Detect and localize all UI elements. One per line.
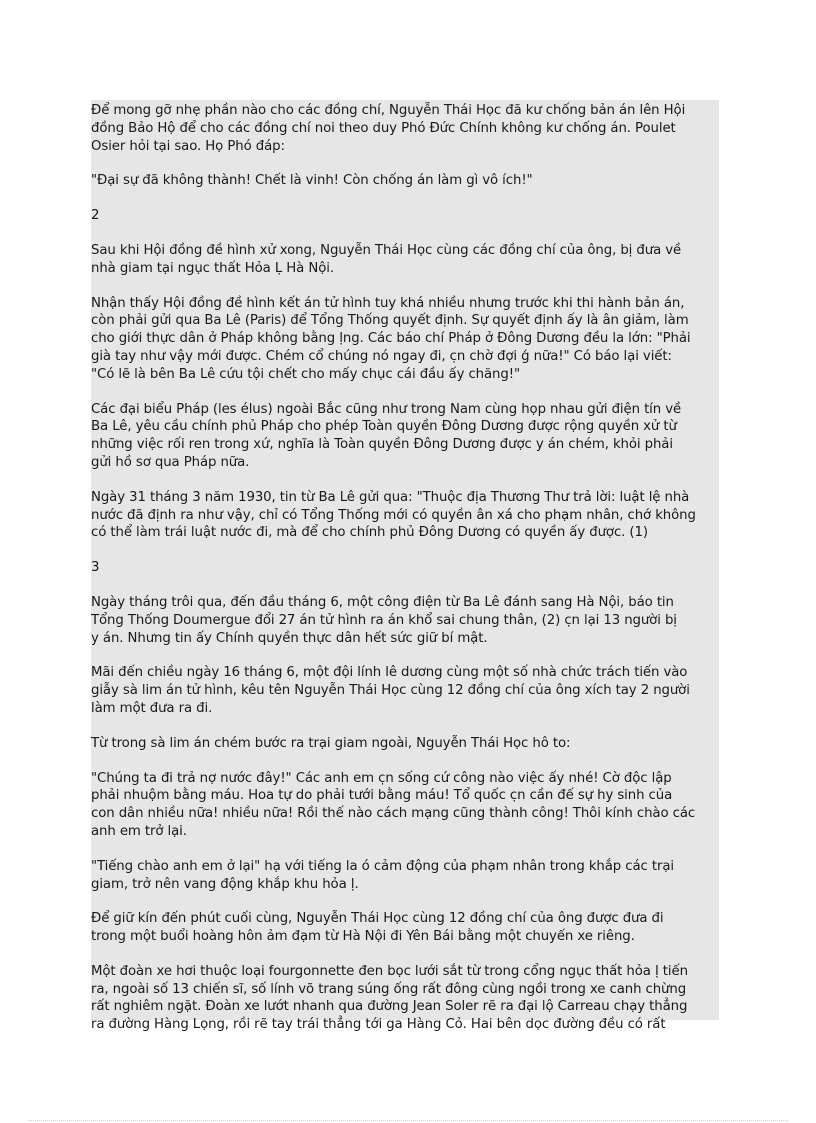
- page-bottom-rule: [28, 1120, 788, 1121]
- paragraph-12: Để giữ kín đến phút cuối cùng, Nguyễn Thái Học cùng 12 đồng chí của ông được đưa đi trong một buổi hoàng hôn ảm đạm từ Hà Nội đi Yên Bái bằng một chuyến xe riêng.: [91, 911, 664, 945]
- paragraph-7: Ngày tháng trôi qua, đến đầu tháng 6, một công điện từ Ba Lê đánh sang Hà Nội, báo tin Tổng Thống Doumergue đổi 27 án tử hình ra án khổ sai chung thân, (2) c̣n lại 13 người bị y án. Nhưng tin ấy Chính quyền thực dân hết sức giữ bí mật.: [91, 594, 677, 646]
- paragraph-10: "Chúng ta đi trả nợ nước đây!" Các anh em c̣n sống cứ công nào việc ấy nhé! Cờ độc lập phải nhuộm bằng máu. Hoa tự do phải tưới bằng máu! Tổ quốc c̣n cần đế sự hy sinh của con dân nhiều nữa! nhiều nữa! Rồi thế nào cách mạng cũng thành công! Thôi kính chào các anh em trở lại.: [91, 770, 696, 839]
- paragraph-11: "Tiếng chào anh em ở lại" hạ với tiếng la ó cảm động của phạm nhân trong khắp các trại giam, trở nên vang động khắp khu hỏa ḷ.: [91, 858, 674, 892]
- paragraph-1: Để mong gỡ nhẹ phần nào cho các đồng chí, Nguyễn Thái Học đã kư chống bản án lên Hội đồng Bảo Hộ để cho các đồng chí noi theo duy Phó Đức Chính không kư chống án. Poulet Osier hỏi tại sao. Họ Phó đáp:: [91, 103, 686, 154]
- paragraph-5: Các đại biểu Pháp (les élus) ngoài Bắc cũng như trong Nam cùng họp nhau gửi điện tín về Ba Lê, yêu cầu chính phủ Pháp cho phép Toàn quyền Đông Dương được rộng quyền xử từ những việc rối ren trong xứ, nghĩa là Toàn quyền Đông Dương được y án chém, khỏi phải gửi hồ sơ qua Pháp nữa.: [91, 401, 682, 470]
- section-number: 3: [91, 560, 100, 576]
- text-block: [91, 100, 719, 1033]
- paragraph-9: Từ trong sà lim án chém bước ra trại giam ngoài, Nguyễn Thái Học hô to:: [91, 735, 571, 751]
- paragraph-4: Nhận thấy Hội đồng đề hình kết án tử hình tuy khá nhiều nhưng trước khi thi hành bản án, còn phải gửi qua Ba Lê (Paris) để Tổng Thống quyết định. Sự quyết định ấy là ân giảm, làm cho giới thực dân ở Pháp không bằng ḷng. Các báo chí Pháp ở Đông Dương đều la lớn: "Phải già tay như vậy mới được. Chém cổ chúng nó ngay đi, c̣n chờ đợi ǵ nữa!" Có báo lại viết: "Có lẽ là bên Ba Lê cứu tội chết cho mấy chục cái đầu ấy chăng!": [91, 295, 691, 382]
- paragraph-2: "Đại sự đã không thành! Chết là vinh! Còn chống án làm gì vô ích!": [91, 173, 533, 189]
- section-number: 2: [91, 208, 100, 224]
- paragraph-13: Một đoàn xe hơi thuộc loại fourgonnette đen bọc lưới sắt từ trong cổng ngục thất hỏa ḷ tiến ra, ngoài số 13 chiến sĩ, số lính võ trang súng ống rất đông cùng ngồi trong xe canh chừng rất nghiêm ngặt. Đoàn xe lướt nhanh qua đường Jean Soler rẽ ra đại lộ Carreau chạy thẳng ra đường Hàng Lọng, rồi rẽ tay trái thẳng tới ga Hàng Cỏ. Hai bên dọc đường đều có rất: [91, 963, 688, 1033]
- paragraph-6: Ngày 31 tháng 3 năm 1930, tin từ Ba Lê gửi qua: "Thuộc địa Thương Thư trả lời: luật lệ nhà nước đã định ra như vậy, chỉ có Tổng Thống mới có quyền ân xá cho phạm nhân, chớ không có thể làm trái luật nước đi, mà để cho chính phủ Đông Dương có quyền ấy được. (1): [91, 489, 696, 541]
- paragraph-8: Mãi đến chiều ngày 16 tháng 6, một đội lính lê dương cùng một số nhà chức trách tiến vào giẫy sà lim án tử hình, kêu tên Nguyễn Thái Học cùng 12 đồng chí của ông xích tay 2 người làm một đưa ra đi.: [91, 665, 690, 716]
- paragraph-3: Sau khi Hội đồng đề hình xử xong, Nguyễn Thái Học cùng các đồng chí của ông, bị đưa về nhà giam tại ngục thất Hỏa Ḷ Hà Nội.: [91, 242, 682, 276]
